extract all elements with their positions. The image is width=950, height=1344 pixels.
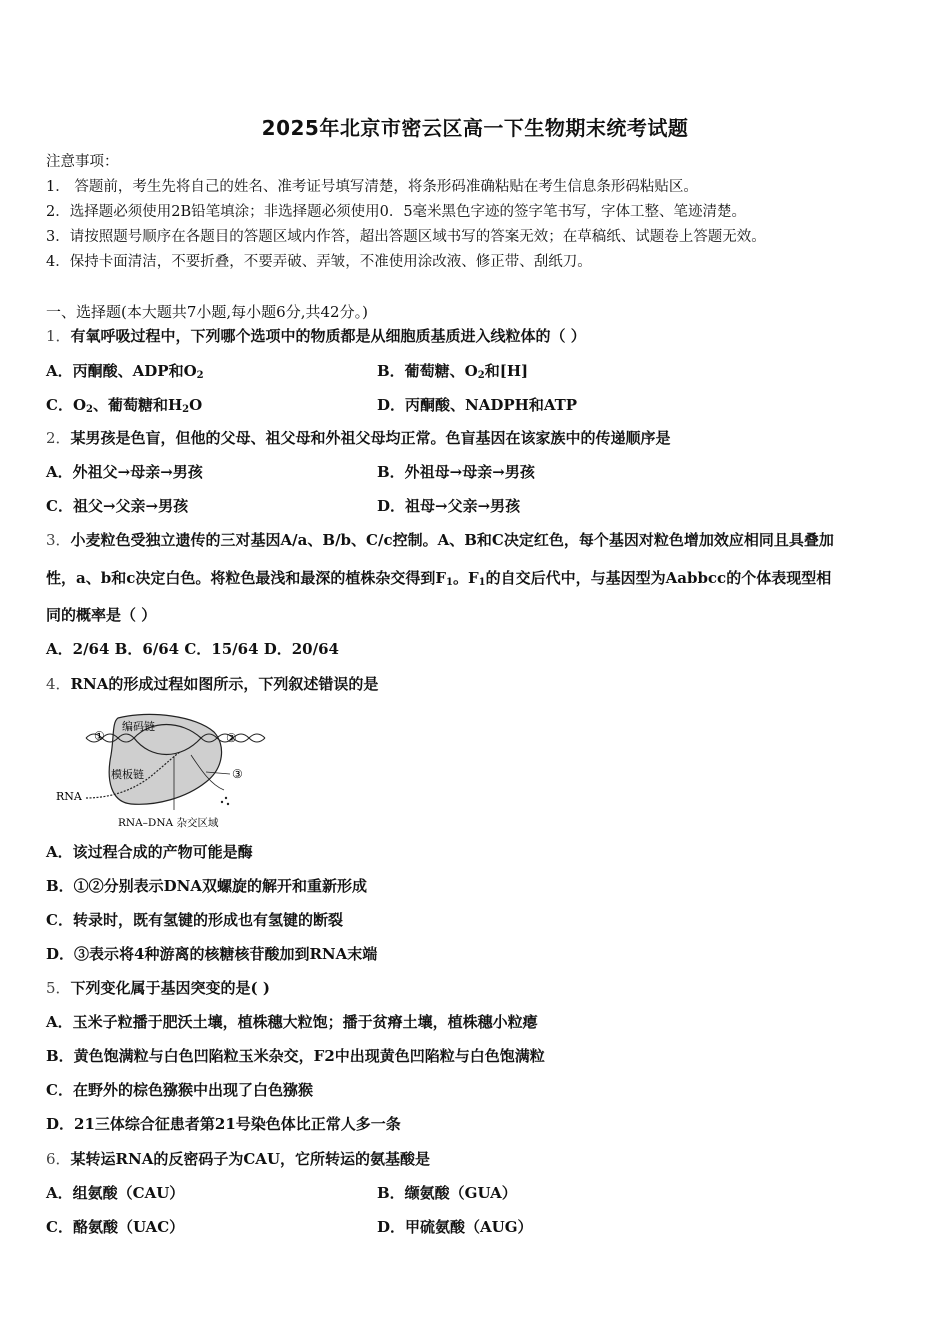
notice-heading: 注意事项： — [46, 154, 119, 170]
nucleotide-dot — [225, 797, 227, 799]
question-text: 有氧呼吸过程中，下列哪个选项中的物质都是从细胞质基质进入线粒体的（ ） — [70, 327, 586, 345]
transcription-diagram — [56, 710, 281, 835]
question-number: 6． — [46, 1150, 71, 1168]
question-number: 3． — [46, 531, 71, 549]
question-3-line-2: 性，a、b和c决定白色。将粒色最浅和最深的植株杂交得到$F_1$。$F_1$的自交后代中，与基因型为Aabbcc的个体表现型相 — [46, 569, 832, 588]
question-text: 下列变化属于基因突变的是( ) — [70, 979, 270, 997]
q5-option-a: A．玉米子粒播于肥沃土壤，植株穗大粒饱；播于贫瘠土壤，植株穗小粒瘪 — [46, 1013, 538, 1031]
q1-option-a: A．丙酮酸、ADP和$O_2$ — [46, 362, 204, 381]
q5-option-d: D．21三体综合征患者第21号染色体比正常人多一条 — [46, 1115, 401, 1133]
marker-2: ② — [226, 731, 237, 745]
nucleotide-dot — [221, 801, 223, 803]
page-title: 2025年北京市密云区高一下生物期末统考试题 — [261, 116, 689, 140]
question-3-line-1: 3．小麦粒色受独立遗传的三对基因A/a、B/b、C/c控制。A、B和C决定红色，每个基因对粒色增加效应相同且具叠加 — [46, 531, 834, 549]
q2-option-d: D．祖母→父亲→男孩 — [377, 497, 521, 515]
notice-item-2: 2．选择题必须使用2B铅笔填涂；非选择题必须使用0．5毫米黑色字迹的签字笔书写，字体工整、笔迹清楚。 — [46, 204, 747, 220]
question-text: 某转运RNA的反密码子为CAU，它所转运的氨基酸是 — [70, 1150, 431, 1168]
question-3-line-3: 同的概率是（ ） — [46, 606, 157, 624]
q2-option-b: B．外祖母→母亲→男孩 — [377, 463, 535, 481]
question-text: RNA的形成过程如图所示，下列叙述错误的是 — [70, 675, 379, 693]
q5-option-c: C．在野外的棕色猕猴中出现了白色猕猴 — [46, 1081, 313, 1099]
marker-3: ③ — [232, 767, 243, 781]
q6-option-c: C．酪氨酸（UAC） — [46, 1218, 185, 1236]
q1-option-b: B．葡萄糖、$O_2$和[H] — [377, 362, 529, 381]
q4-option-d: D．③表示将4种游离的核糖核苷酸加到RNA末端 — [46, 945, 378, 963]
q4-option-a: A．该过程合成的产物可能是酶 — [46, 843, 253, 861]
question-number: 1． — [46, 327, 71, 345]
question-number: 4． — [46, 675, 71, 693]
notice-item-3: 3．请按照题号顺序在各题目的答题区域内作答，超出答题区域书写的答案无效；在草稿纸、试题卷上答题无效。 — [46, 229, 766, 245]
question-number: 2． — [46, 429, 71, 447]
q3-options: A．2/64 B．6/64 C．15/64 D．20/64 — [46, 640, 339, 658]
q6-option-a: A．组氨酸（CAU） — [46, 1184, 185, 1202]
q5-option-b: B．黄色饱满粒与白色凹陷粒玉米杂交，F2中出现黄色凹陷粒与白色饱满粒 — [46, 1047, 545, 1065]
q6-option-d: D．甲硫氨酸（AUG） — [377, 1218, 533, 1236]
question-text: 某男孩是色盲，但他的父母、祖父母和外祖父母均正常。色盲基因在该家族中的传递顺序是 — [70, 429, 671, 447]
notice-item-4: 4．保持卡面清洁，不要折叠，不要弄破、弄皱，不准使用涂改液、修正带、刮纸刀。 — [46, 254, 592, 270]
q6-option-b: B．缬氨酸（GUA） — [377, 1184, 517, 1202]
section-heading: 一、选择题(本大题共7小题,每小题6分,共42分。) — [46, 303, 368, 321]
label-template-strand: 模板链 — [111, 768, 144, 781]
notice-item-1: 1． 答题前，考生先将自己的姓名、准考证号填写清楚，将条形码准确粘贴在考生信息条形码粘贴区。 — [46, 179, 698, 195]
marker-1: ① — [94, 729, 105, 743]
q1-option-d: D．丙酮酸、NADPH和ATP — [377, 396, 578, 414]
q4-option-c: C．转录时，既有氢键的形成也有氢键的断裂 — [46, 911, 343, 929]
question-1 — [46, 326, 586, 346]
q2-option-c: C．祖父→父亲→男孩 — [46, 497, 189, 515]
q1-option-c: C．$O_2$、葡萄糖和$H_2O$ — [46, 396, 203, 415]
label-rna: RNA — [56, 790, 82, 803]
nucleotide-dot — [227, 803, 229, 805]
label-coding-strand: 编码链 — [122, 720, 155, 733]
question-4 — [46, 674, 378, 694]
label-hybrid-region: RNA–DNA 杂交区域 — [118, 817, 219, 829]
q2-option-a: A．外祖父→母亲→男孩 — [46, 463, 203, 481]
question-6 — [46, 1149, 430, 1169]
q4-option-b: B．①②分别表示DNA双螺旋的解开和重新形成 — [46, 877, 368, 895]
question-5 — [46, 978, 270, 998]
question-2 — [46, 428, 671, 448]
question-number: 5． — [46, 979, 71, 997]
